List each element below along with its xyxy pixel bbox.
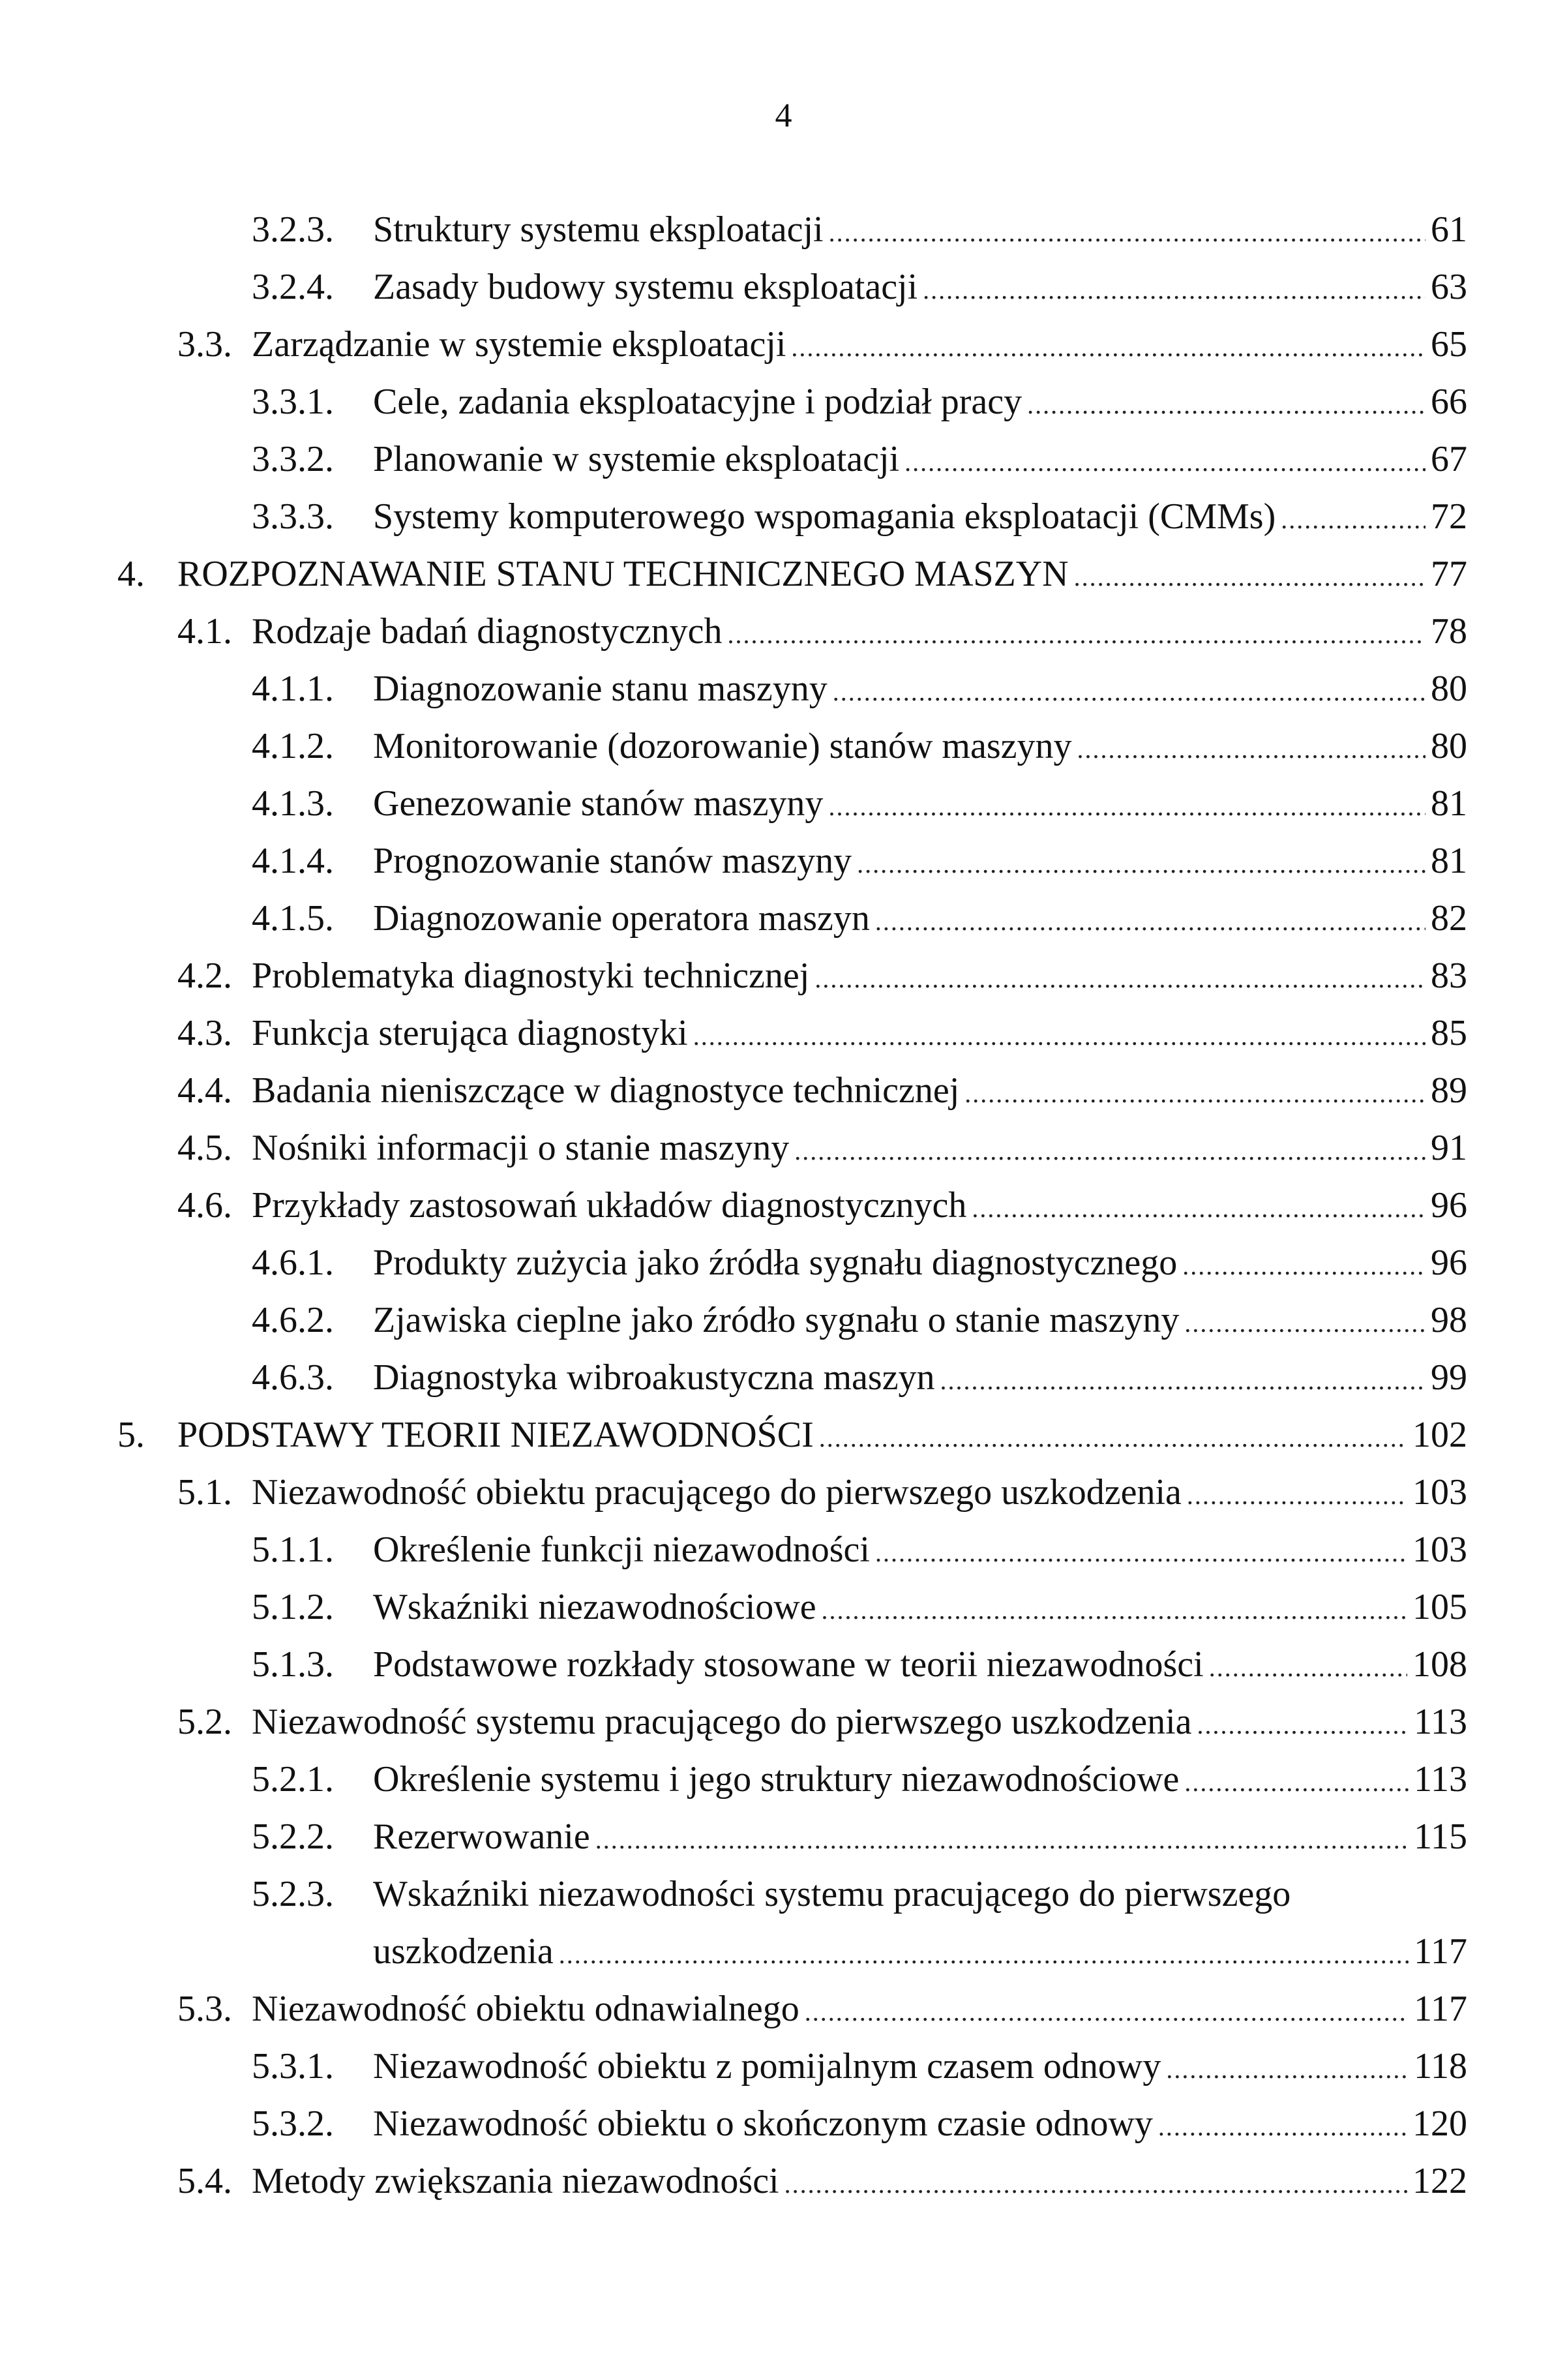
- toc-entry: [0, 947, 1567, 1004]
- toc-entry-number: 4.6.1.: [252, 1243, 334, 1283]
- toc-entry: [0, 1751, 1567, 1808]
- toc-entry-page: 65: [1425, 316, 1467, 373]
- leader-dots: [1182, 1237, 1425, 1295]
- toc-entry-number: 5.3.1.: [252, 2046, 334, 2086]
- toc-entry-title: Diagnozowanie stanu maszyny: [373, 660, 833, 717]
- leader-dots: [1184, 1295, 1425, 1352]
- toc-entry-page: 117: [1409, 1923, 1467, 1980]
- toc-entry-title: Niezawodność systemu pracującego do pierwszego uszkodzenia: [252, 1693, 1197, 1751]
- toc-entry-page: 118: [1409, 2038, 1467, 2095]
- toc-entry-page: 80: [1425, 660, 1467, 717]
- toc-entry: [0, 373, 1567, 430]
- toc-entry-page: 72: [1425, 488, 1467, 545]
- leader-dots: [828, 778, 1425, 836]
- toc-entry: [0, 1004, 1567, 1062]
- leader-dots: [875, 893, 1425, 950]
- toc-entry: [0, 1521, 1567, 1578]
- toc-entry-title-continued: uszkodzenia: [373, 1923, 559, 1980]
- toc-entry-page: 113: [1409, 1693, 1467, 1751]
- toc-entry-title: Produkty zużycia jako źródła sygnału diagnostycznego: [373, 1234, 1182, 1291]
- toc-entry-title: Przykłady zastosowań układów diagnostycznych: [252, 1177, 972, 1234]
- toc-entry-number: 3.3.2.: [252, 439, 334, 479]
- toc-entry-number: 5.3.: [177, 1989, 232, 2029]
- toc-entry-page: 120: [1407, 2095, 1467, 2152]
- toc-entry: [0, 717, 1567, 775]
- toc-entry-title: Niezawodność obiektu pracującego do pierwszego uszkodzenia: [252, 1464, 1187, 1521]
- toc-entry-page: 61: [1425, 201, 1467, 258]
- toc-entry: [0, 201, 1567, 258]
- toc-entry-title: Prognozowanie stanów maszyny: [373, 832, 857, 890]
- leader-dots: [1158, 2098, 1407, 2156]
- toc-entry-title: Funkcja sterująca diagnostyki: [252, 1004, 693, 1062]
- toc-entry-title: Rodzaje badań diagnostycznych: [252, 603, 728, 660]
- toc-entry-number: 4.6.: [177, 1185, 232, 1226]
- toc-entry-page: 78: [1425, 603, 1467, 660]
- leader-dots: [1077, 721, 1426, 778]
- toc-entry-number: 4.1.4.: [252, 841, 334, 881]
- toc-entry-number: 5.1.2.: [252, 1587, 334, 1627]
- toc-entry: [0, 1406, 1567, 1464]
- toc-entry: [0, 545, 1567, 603]
- leader-dots: [814, 950, 1425, 1008]
- toc-entry-title: Problematyka diagnostyki technicznej: [252, 947, 814, 1004]
- leader-dots: [819, 1409, 1407, 1467]
- toc-entry-title: Niezawodność obiektu odnawialnego: [252, 1980, 805, 2038]
- leader-dots: [1197, 1696, 1409, 1754]
- toc-entry: [0, 832, 1567, 890]
- toc-entry-continuation: [0, 1923, 1567, 1980]
- leader-dots: [972, 1180, 1425, 1237]
- toc-entry-number: 4.6.3.: [252, 1357, 334, 1398]
- toc-entry: [0, 1808, 1567, 1865]
- toc-entry: [0, 1349, 1567, 1406]
- leader-dots: [857, 836, 1425, 893]
- toc-entry-title: Zasady budowy systemu eksploatacji: [373, 258, 923, 316]
- toc-entry-page: 81: [1425, 832, 1467, 890]
- toc-entry-number: 4.3.: [177, 1013, 232, 1053]
- toc-entry-number: 3.3.1.: [252, 382, 334, 422]
- leader-dots: [693, 1008, 1425, 1065]
- toc-entry-number: 5.1.1.: [252, 1529, 334, 1570]
- toc-entry-number: 4.1.5.: [252, 898, 334, 939]
- toc-entry-page: 108: [1407, 1636, 1467, 1693]
- toc-entry-number: 3.3.3.: [252, 496, 334, 537]
- toc-entry-title: PODSTAWY TEORII NIEZAWODNOŚCI: [177, 1406, 819, 1464]
- toc-entry-number: 5.2.: [177, 1702, 232, 1742]
- toc-entry-page: 63: [1425, 258, 1467, 316]
- toc-entry-title: Określenie funkcji niezawodności: [373, 1521, 875, 1578]
- toc-entry-page: 103: [1407, 1521, 1467, 1578]
- toc-entry-title: Niezawodność obiektu o skończonym czasie odnowy: [373, 2095, 1158, 2152]
- toc-entry-number: 5.3.2.: [252, 2103, 334, 2144]
- toc-entry-title: Diagnozowanie operatora maszyn: [373, 890, 875, 947]
- toc-entry-page: 122: [1407, 2152, 1467, 2210]
- toc-entry-page: 98: [1425, 1291, 1467, 1349]
- toc-entry-page: 66: [1425, 373, 1467, 430]
- toc-entry: [0, 603, 1567, 660]
- leader-dots: [1027, 376, 1425, 434]
- toc-entry-number: 5.: [117, 1415, 145, 1455]
- page-number: 4: [775, 97, 792, 134]
- toc-entry-number: 3.3.: [177, 324, 232, 365]
- leader-dots: [1166, 2041, 1409, 2098]
- toc-entry: [0, 1578, 1567, 1636]
- toc-entry-number: 5.2.1.: [252, 1759, 334, 1800]
- leader-dots: [595, 1811, 1409, 1869]
- toc-entry-number: 3.2.3.: [252, 209, 334, 250]
- leader-dots: [805, 1983, 1409, 2041]
- leader-dots: [791, 319, 1425, 376]
- toc-entry-page: 77: [1425, 545, 1467, 603]
- toc-entry-page: 89: [1425, 1062, 1467, 1119]
- toc-entry: [0, 660, 1567, 717]
- toc-entry-page: 96: [1425, 1234, 1467, 1291]
- leader-dots: [964, 1065, 1425, 1122]
- toc-entry: [0, 1177, 1567, 1234]
- toc-entry-number: 4.6.2.: [252, 1300, 334, 1340]
- toc-entry-title: Diagnostyka wibroakustyczna maszyn: [373, 1349, 940, 1406]
- toc-entry-page: 80: [1425, 717, 1467, 775]
- toc-entry: [0, 1693, 1567, 1751]
- toc-entry-page: 67: [1425, 430, 1467, 488]
- leader-dots: [829, 204, 1425, 262]
- toc-entry-title: Wskaźniki niezawodności systemu pracującego do pierwszego: [373, 1874, 1291, 1914]
- toc-entry: [0, 775, 1567, 832]
- toc-entry: [0, 258, 1567, 316]
- toc-entry-page: 117: [1409, 1980, 1467, 2038]
- toc-entry-number: 4.: [117, 554, 145, 594]
- leader-dots: [1187, 1467, 1407, 1524]
- toc-entry-number: 4.2.: [177, 956, 232, 996]
- toc-entry-page: 91: [1425, 1119, 1467, 1177]
- toc-entry-number: 4.4.: [177, 1070, 232, 1111]
- toc-entry-page: 102: [1407, 1406, 1467, 1464]
- toc-entry-title: ROZPOZNAWANIE STANU TECHNICZNEGO MASZYN: [177, 545, 1074, 603]
- toc-entry: [0, 1636, 1567, 1693]
- toc-entry-page: 115: [1409, 1808, 1467, 1865]
- toc-entry-number: 5.1.: [177, 1472, 232, 1513]
- leader-dots: [1074, 549, 1425, 606]
- toc-entry: [0, 1291, 1567, 1349]
- leader-dots: [794, 1122, 1425, 1180]
- toc-entry-title: Planowanie w systemie eksploatacji: [373, 430, 904, 488]
- toc-entry-number: 4.1.: [177, 611, 232, 652]
- leader-dots: [1281, 491, 1425, 549]
- leader-dots: [904, 434, 1425, 491]
- toc-entry-title: Systemy komputerowego wspomagania eksploatacji (CMMs): [373, 488, 1281, 545]
- toc-entry-page: 82: [1425, 890, 1467, 947]
- leader-dots: [833, 663, 1425, 721]
- toc-entry: [0, 1234, 1567, 1291]
- leader-dots: [923, 262, 1425, 319]
- toc-entry-title: Struktury systemu eksploatacji: [373, 201, 829, 258]
- toc-entry-page: 99: [1425, 1349, 1467, 1406]
- toc-entry-page: 83: [1425, 947, 1467, 1004]
- toc-entry-page: 81: [1425, 775, 1467, 832]
- toc-entry-title: Określenie systemu i jego struktury niezawodnościowe: [373, 1751, 1184, 1808]
- toc-entry-title: Niezawodność obiektu z pomijalnym czasem odnowy: [373, 2038, 1166, 2095]
- toc-entry: [0, 1119, 1567, 1177]
- leader-dots: [1184, 1754, 1409, 1811]
- toc-entry-title: Badania nieniszczące w diagnostyce technicznej: [252, 1062, 964, 1119]
- toc-entry: [0, 1464, 1567, 1521]
- leader-dots: [875, 1524, 1407, 1582]
- toc-entry-page: 96: [1425, 1177, 1467, 1234]
- toc-entry-title: Monitorowanie (dozorowanie) stanów maszyny: [373, 717, 1077, 775]
- toc-entry: [0, 316, 1567, 373]
- toc-entry-number: 4.1.2.: [252, 726, 334, 766]
- toc-entry: [0, 2152, 1567, 2210]
- leader-dots: [728, 606, 1425, 663]
- toc-entry-page: 105: [1407, 1578, 1467, 1636]
- leader-dots: [784, 2156, 1407, 2213]
- leader-dots: [1209, 1639, 1407, 1696]
- leader-dots: [940, 1352, 1425, 1409]
- leader-dots: [559, 1926, 1409, 1983]
- toc-entry-title: Rezerwowanie: [373, 1808, 595, 1865]
- toc-entry-number: 5.4.: [177, 2161, 232, 2201]
- toc-entry: [0, 2038, 1567, 2095]
- toc-entry-page: 113: [1409, 1751, 1467, 1808]
- toc-entry: [0, 1980, 1567, 2038]
- toc-entry: [0, 2095, 1567, 2152]
- toc-entry-page: 103: [1407, 1464, 1467, 1521]
- toc-entry: [0, 1062, 1567, 1119]
- toc-entry-number: 5.1.3.: [252, 1644, 334, 1685]
- toc-entry-title: Wskaźniki niezawodnościowe: [373, 1578, 822, 1636]
- toc-entry-title: Cele, zadania eksploatacyjne i podział pracy: [373, 373, 1027, 430]
- toc-entry-title: Genezowanie stanów maszyny: [373, 775, 828, 832]
- toc-entry-title: Metody zwiększania niezawodności: [252, 2152, 784, 2210]
- toc-entry-number: 4.1.1.: [252, 669, 334, 709]
- toc-entry-number: 4.5.: [177, 1128, 232, 1168]
- toc-entry: [0, 1865, 1567, 1923]
- toc-entry-number: 3.2.4.: [252, 267, 334, 307]
- leader-dots: [822, 1582, 1407, 1639]
- toc-entry-number: 5.2.3.: [252, 1874, 334, 1914]
- toc-entry-title: Zjawiska cieplne jako źródło sygnału o stanie maszyny: [373, 1291, 1184, 1349]
- toc-entry-page: 85: [1425, 1004, 1467, 1062]
- toc-entry: [0, 890, 1567, 947]
- toc-entry-title: Podstawowe rozkłady stosowane w teorii niezawodności: [373, 1636, 1209, 1693]
- toc-entry-number: 5.2.2.: [252, 1816, 334, 1857]
- toc-entry-title: Zarządzanie w systemie eksploatacji: [252, 316, 791, 373]
- toc-entry: [0, 488, 1567, 545]
- toc-entry: [0, 430, 1567, 488]
- toc-entry-number: 4.1.3.: [252, 783, 334, 824]
- toc-entry-title: Nośniki informacji o stanie maszyny: [252, 1119, 794, 1177]
